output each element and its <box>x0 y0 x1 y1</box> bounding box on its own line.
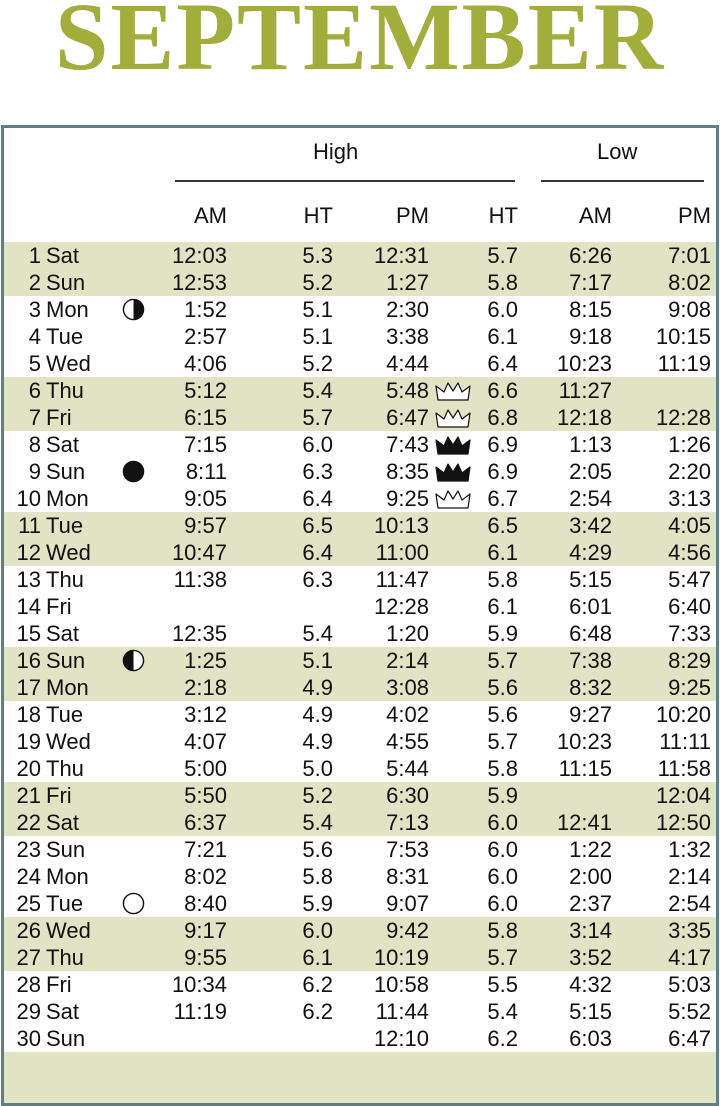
high-tide-pm-height: 6.7 <box>487 486 518 511</box>
high-tide-pm-time: 12:31 <box>373 243 429 268</box>
high-tide-am-time: 9:05 <box>184 486 227 511</box>
high-tide-am-height <box>254 1025 333 1052</box>
day-number: 5 <box>28 351 41 376</box>
high-tide-am-time: 9:17 <box>184 918 227 943</box>
day-of-week: Thu <box>46 945 84 970</box>
low-tide-am-time: 7:17 <box>569 270 612 295</box>
low-tide-am-time: 1:13 <box>569 432 612 457</box>
day-number: 7 <box>28 405 41 430</box>
high-tide-pm-time: 11:44 <box>375 999 429 1024</box>
low-tide-pm-time: 8:29 <box>668 648 711 673</box>
high-tide-pm-time: 11:47 <box>375 567 429 592</box>
high-tide-pm-time: 6:30 <box>386 783 429 808</box>
day-of-week: Sun <box>46 1026 86 1051</box>
low-tide-pm-time: 10:20 <box>655 702 711 727</box>
high-tide-am-height: 5.1 <box>302 648 333 673</box>
table-row <box>4 323 716 350</box>
high-tide-am-time: 9:57 <box>184 513 227 538</box>
high-tide-am-height: 4.9 <box>302 702 333 727</box>
day-number: 14 <box>16 594 41 619</box>
day-of-week: Sun <box>46 837 86 862</box>
day-number: 21 <box>16 783 41 808</box>
day-number: 28 <box>16 972 41 997</box>
high-tide-am-time: 10:34 <box>171 972 227 997</box>
low-tide-pm-time: 11:19 <box>657 351 711 376</box>
high-tide-pm-time: 9:25 <box>386 486 429 511</box>
table-row <box>4 593 716 620</box>
day-number: 10 <box>16 486 41 511</box>
table-row <box>4 890 716 917</box>
low-tide-am-time: 9:27 <box>569 702 612 727</box>
high-tide-pm-time: 10:58 <box>373 972 429 997</box>
day-of-week: Sun <box>46 270 86 295</box>
high-tide-am-time: 11:19 <box>173 999 227 1024</box>
low-tide-pm-time: 10:15 <box>655 324 711 349</box>
table-row <box>4 431 716 458</box>
high-tide-am-time: 6:15 <box>184 405 227 430</box>
high-tide-pm-height: 5.8 <box>487 756 518 781</box>
high-tide-pm-height: 6.1 <box>487 324 518 349</box>
high-tide-pm-time: 1:27 <box>386 270 429 295</box>
high-tide-pm-time: 7:53 <box>386 837 429 862</box>
high-tide-am-height: 5.6 <box>302 837 333 862</box>
day-number: 27 <box>16 945 41 970</box>
table-row <box>4 404 716 431</box>
high-tide-pm-time: 3:08 <box>386 675 429 700</box>
low-tide-pm-time: 4:05 <box>668 513 711 538</box>
low-tide-pm-time: 11:58 <box>657 756 711 781</box>
day-of-week: Fri <box>46 405 72 430</box>
tide-table <box>1 125 719 1106</box>
low-tide-am-time: 8:32 <box>569 675 612 700</box>
table-row <box>4 944 716 971</box>
high-tide-pm-time: 3:38 <box>386 324 429 349</box>
low-tide-pm-time: 12:28 <box>655 405 711 430</box>
day-number: 25 <box>16 891 41 916</box>
table-row <box>4 701 716 728</box>
high-tide-pm-height: 6.0 <box>487 810 518 835</box>
low-tide-am-time: 10:23 <box>556 351 612 376</box>
day-of-week: Mon <box>46 864 89 889</box>
high-tide-am-time: 8:40 <box>184 891 227 916</box>
high-tide-pm-time: 11:00 <box>375 540 429 565</box>
high-tide-pm-time: 6:47 <box>386 405 429 430</box>
day-of-week: Mon <box>46 297 89 322</box>
low-tide-am-time: 2:00 <box>569 864 612 889</box>
high-tide-am-height: 5.1 <box>302 297 333 322</box>
high-tide-pm-time: 4:02 <box>386 702 429 727</box>
day-number: 11 <box>18 513 41 538</box>
day-number: 12 <box>16 540 41 565</box>
high-tide-am-time: 12:53 <box>171 270 227 295</box>
high-tide-pm-time: 5:48 <box>386 378 429 403</box>
high-tide-pm-time: 10:13 <box>373 513 429 538</box>
low-tide-am-time: 6:03 <box>569 1026 612 1051</box>
high-tide-am-time: 4:07 <box>184 729 227 754</box>
day-number: 3 <box>28 297 41 322</box>
low-tide-am-time: 2:54 <box>569 486 612 511</box>
low-pm-column-header: PM <box>678 203 711 228</box>
high-tide-pm-height: 6.0 <box>487 891 518 916</box>
high-tide-am-height: 6.3 <box>302 459 333 484</box>
table-row <box>4 377 716 404</box>
table-footer-band <box>4 1052 716 1103</box>
day-number: 2 <box>28 270 41 295</box>
high-am-column-header: AM <box>194 203 227 228</box>
high-tide-pm-height: 5.9 <box>487 621 518 646</box>
low-tide-pm-time: 1:32 <box>668 837 711 862</box>
day-of-week: Wed <box>46 729 91 754</box>
low-tide-pm-time: 8:02 <box>668 270 711 295</box>
last-quarter-moon-icon <box>122 649 145 672</box>
high-tide-am-height: 4.9 <box>302 729 333 754</box>
low-tide-pm-time: 5:52 <box>668 999 711 1024</box>
day-of-week: Wed <box>46 351 91 376</box>
high-tide-pm-height: 5.6 <box>487 675 518 700</box>
day-number: 24 <box>16 864 41 889</box>
low-tide-am-time: 11:27 <box>558 378 612 403</box>
high-tide-am-time <box>124 1025 227 1052</box>
table-row <box>4 458 716 485</box>
high-tide-am-time: 1:52 <box>184 297 227 322</box>
day-of-week: Thu <box>46 756 84 781</box>
low-tide-pm-time: 3:13 <box>668 486 711 511</box>
day-number: 30 <box>16 1026 41 1051</box>
low-tide-am-time: 5:15 <box>569 999 612 1024</box>
table-row <box>4 755 716 782</box>
high-tide-am-time: 4:06 <box>184 351 227 376</box>
solid-crown-icon <box>433 461 473 483</box>
day-of-week: Thu <box>46 567 84 592</box>
day-number: 1 <box>28 243 41 268</box>
low-tide-pm-time: 12:04 <box>655 783 711 808</box>
low-tide-am-time <box>534 782 612 809</box>
high-tide-am-time: 8:11 <box>185 459 227 484</box>
high-tide-pm-height: 6.1 <box>487 594 518 619</box>
high-tide-am-height: 5.2 <box>302 783 333 808</box>
table-row <box>4 566 716 593</box>
low-am-column-header: AM <box>579 203 612 228</box>
day-number: 26 <box>16 918 41 943</box>
first-quarter-moon-icon <box>122 298 145 321</box>
day-of-week: Sat <box>46 243 80 268</box>
high-tide-am-height: 5.4 <box>302 378 333 403</box>
high-pm-column-header: PM <box>396 203 429 228</box>
high-am-height-column-header: HT <box>303 203 333 228</box>
high-tide-pm-height: 6.8 <box>487 405 518 430</box>
day-number: 23 <box>16 837 41 862</box>
low-tide-am-time: 3:42 <box>569 513 612 538</box>
table-row <box>4 782 716 809</box>
day-of-week: Fri <box>46 972 72 997</box>
low-tide-am-time: 4:29 <box>569 540 612 565</box>
high-tide-pm-height: 6.6 <box>487 378 518 403</box>
high-tide-pm-height: 6.1 <box>487 540 518 565</box>
low-tide-am-time: 5:15 <box>569 567 612 592</box>
table-row <box>4 269 716 296</box>
day-of-week: Fri <box>46 783 72 808</box>
page-title: SEPTEMBER <box>54 0 666 90</box>
high-tide-pm-time: 4:44 <box>386 351 429 376</box>
low-tide-am-time: 12:18 <box>556 405 612 430</box>
high-tide-am-height: 5.3 <box>302 243 333 268</box>
high-tide-pm-height: 6.0 <box>487 864 518 889</box>
high-tide-am-height: 6.4 <box>302 540 333 565</box>
high-tide-pm-time: 8:31 <box>386 864 429 889</box>
low-tide-pm-time: 2:14 <box>668 864 711 889</box>
high-tide-am-time <box>124 593 227 620</box>
low-tide-am-time: 3:52 <box>569 945 612 970</box>
low-tide-am-time: 9:18 <box>569 324 612 349</box>
day-number: 20 <box>16 756 41 781</box>
high-tide-am-height: 5.2 <box>302 270 333 295</box>
day-number: 6 <box>28 378 41 403</box>
day-number: 18 <box>16 702 41 727</box>
low-tide-pm-time: 2:20 <box>668 459 711 484</box>
high-tide-am-height <box>254 593 333 620</box>
day-of-week: Tue <box>46 324 84 349</box>
low-tide-am-time: 4:32 <box>569 972 612 997</box>
table-row <box>4 539 716 566</box>
day-number: 22 <box>16 810 41 835</box>
low-tide-am-time: 6:26 <box>569 243 612 268</box>
table-row <box>4 728 716 755</box>
low-tide-pm-time: 7:33 <box>668 621 711 646</box>
low-tide-am-time: 6:01 <box>569 594 612 619</box>
high-tide-am-height: 6.2 <box>302 999 333 1024</box>
day-number: 17 <box>16 675 41 700</box>
high-tide-am-height: 6.5 <box>302 513 333 538</box>
low-tide-pm-time: 5:03 <box>668 972 711 997</box>
table-row <box>4 998 716 1025</box>
day-number: 13 <box>16 567 41 592</box>
low-tide-am-time: 6:48 <box>569 621 612 646</box>
high-tide-pm-height: 6.5 <box>487 513 518 538</box>
high-tide-am-time: 8:02 <box>184 864 227 889</box>
low-tide-pm-time: 6:40 <box>668 594 711 619</box>
day-number: 15 <box>16 621 41 646</box>
low-tide-am-time: 1:22 <box>569 837 612 862</box>
high-tide-am-time: 10:47 <box>171 540 227 565</box>
high-group-rule <box>175 180 515 182</box>
high-tide-am-time: 3:12 <box>184 702 227 727</box>
table-row <box>4 1025 716 1052</box>
table-row <box>4 350 716 377</box>
low-tide-pm-time <box>624 377 711 404</box>
day-of-week: Sun <box>46 459 86 484</box>
high-tide-pm-height: 5.7 <box>487 945 518 970</box>
high-tide-am-time: 5:12 <box>184 378 227 403</box>
day-of-week: Mon <box>46 675 89 700</box>
high-tide-am-height: 5.9 <box>302 891 333 916</box>
high-group-header: High <box>313 139 359 164</box>
high-tide-am-height: 5.1 <box>302 324 333 349</box>
low-tide-pm-time: 11:11 <box>659 729 711 754</box>
high-tide-pm-height: 5.7 <box>487 729 518 754</box>
high-tide-pm-height: 6.2 <box>487 1026 518 1051</box>
outline-crown-icon <box>433 488 473 510</box>
high-tide-pm-time: 9:42 <box>386 918 429 943</box>
table-row <box>4 674 716 701</box>
high-tide-pm-time: 8:35 <box>386 459 429 484</box>
day-number: 29 <box>16 999 41 1024</box>
low-group-header: Low <box>597 139 638 164</box>
low-tide-pm-time: 1:26 <box>668 432 711 457</box>
low-tide-am-time: 7:38 <box>569 648 612 673</box>
table-row <box>4 242 716 269</box>
low-tide-pm-time: 9:08 <box>668 297 711 322</box>
high-tide-pm-height: 6.9 <box>487 432 518 457</box>
high-tide-am-time: 6:37 <box>184 810 227 835</box>
day-number: 19 <box>16 729 41 754</box>
high-tide-am-height: 6.1 <box>302 945 333 970</box>
low-tide-pm-time: 4:56 <box>668 540 711 565</box>
high-tide-pm-height: 5.7 <box>487 648 518 673</box>
table-row <box>4 971 716 998</box>
day-of-week: Tue <box>46 702 84 727</box>
day-number: 16 <box>16 648 41 673</box>
high-tide-am-height: 4.9 <box>302 675 333 700</box>
low-tide-pm-time: 5:47 <box>668 567 711 592</box>
high-tide-am-time: 9:55 <box>184 945 227 970</box>
high-tide-am-time: 7:21 <box>184 837 227 862</box>
high-pm-height-column-header: HT <box>488 203 518 228</box>
low-tide-am-time: 12:41 <box>556 810 612 835</box>
table-row <box>4 863 716 890</box>
high-tide-pm-height: 5.5 <box>487 972 518 997</box>
high-tide-pm-time: 1:20 <box>386 621 429 646</box>
low-tide-pm-time: 2:54 <box>668 891 711 916</box>
high-tide-am-height: 6.4 <box>302 486 333 511</box>
low-tide-am-time: 8:15 <box>569 297 612 322</box>
high-tide-am-time: 12:03 <box>171 243 227 268</box>
table-row <box>4 485 716 512</box>
high-tide-pm-time: 2:14 <box>386 648 429 673</box>
table-row <box>4 296 716 323</box>
day-of-week: Sat <box>46 621 80 646</box>
high-tide-am-height: 5.4 <box>302 810 333 835</box>
outline-crown-icon <box>433 407 473 429</box>
low-group-rule <box>541 180 704 182</box>
high-tide-am-height: 6.0 <box>302 432 333 457</box>
full-moon-icon <box>122 892 145 915</box>
high-tide-pm-height: 6.4 <box>487 351 518 376</box>
day-of-week: Tue <box>46 891 84 916</box>
day-number: 9 <box>28 459 41 484</box>
day-of-week: Wed <box>46 540 91 565</box>
high-tide-pm-time: 4:55 <box>386 729 429 754</box>
low-tide-pm-time: 4:17 <box>668 945 711 970</box>
low-tide-pm-time: 6:47 <box>668 1026 711 1051</box>
high-tide-am-height: 5.8 <box>302 864 333 889</box>
day-of-week: Thu <box>46 378 84 403</box>
high-tide-am-time: 2:57 <box>184 324 227 349</box>
table-row <box>4 917 716 944</box>
high-tide-pm-height: 6.0 <box>487 837 518 862</box>
table-row <box>4 620 716 647</box>
day-number: 8 <box>28 432 41 457</box>
high-tide-am-time: 5:00 <box>184 756 227 781</box>
high-tide-pm-time: 12:28 <box>373 594 429 619</box>
high-tide-pm-height: 6.0 <box>487 297 518 322</box>
new-moon-icon <box>122 460 145 483</box>
low-tide-am-time: 3:14 <box>569 918 612 943</box>
high-tide-am-time: 11:38 <box>173 567 227 592</box>
high-tide-pm-height: 5.9 <box>487 783 518 808</box>
low-tide-pm-time: 9:25 <box>668 675 711 700</box>
low-tide-pm-time: 3:35 <box>668 918 711 943</box>
table-row <box>4 647 716 674</box>
high-tide-pm-height: 5.7 <box>487 243 518 268</box>
high-tide-pm-time: 12:10 <box>373 1026 429 1051</box>
low-tide-am-time: 2:37 <box>569 891 612 916</box>
day-of-week: Sat <box>46 810 80 835</box>
outline-crown-icon <box>433 380 473 402</box>
day-of-week: Sat <box>46 999 80 1024</box>
high-tide-am-height: 6.0 <box>302 918 333 943</box>
day-of-week: Sun <box>46 648 86 673</box>
high-tide-pm-time: 7:43 <box>386 432 429 457</box>
high-tide-pm-time: 7:13 <box>386 810 429 835</box>
high-tide-pm-time: 5:44 <box>386 756 429 781</box>
day-of-week: Fri <box>46 594 72 619</box>
high-tide-am-height: 5.0 <box>302 756 333 781</box>
high-tide-pm-time: 10:19 <box>373 945 429 970</box>
table-row <box>4 836 716 863</box>
high-tide-am-height: 6.2 <box>302 972 333 997</box>
low-tide-pm-time: 12:50 <box>655 810 711 835</box>
high-tide-am-time: 12:35 <box>171 621 227 646</box>
high-tide-pm-height: 6.9 <box>487 459 518 484</box>
low-tide-am-time: 2:05 <box>569 459 612 484</box>
day-of-week: Tue <box>46 513 84 538</box>
high-tide-pm-height: 5.8 <box>487 270 518 295</box>
high-tide-am-time: 7:15 <box>184 432 227 457</box>
high-tide-am-height: 5.7 <box>302 405 333 430</box>
high-tide-am-height: 5.2 <box>302 351 333 376</box>
high-tide-am-time: 5:50 <box>184 783 227 808</box>
high-tide-pm-height: 5.4 <box>487 999 518 1024</box>
high-tide-pm-time: 2:30 <box>386 297 429 322</box>
low-tide-am-time: 10:23 <box>556 729 612 754</box>
day-number: 4 <box>28 324 41 349</box>
day-of-week: Sat <box>46 432 80 457</box>
low-tide-pm-time: 7:01 <box>668 243 711 268</box>
day-of-week: Wed <box>46 918 91 943</box>
table-row <box>4 512 716 539</box>
solid-crown-icon <box>433 434 473 456</box>
day-of-week: Mon <box>46 486 89 511</box>
high-tide-pm-time: 9:07 <box>386 891 429 916</box>
high-tide-am-time: 1:25 <box>184 648 227 673</box>
high-tide-pm-height: 5.8 <box>487 567 518 592</box>
high-tide-pm-height: 5.6 <box>487 702 518 727</box>
low-tide-am-time: 11:15 <box>558 756 612 781</box>
high-tide-pm-height: 5.8 <box>487 918 518 943</box>
high-tide-am-height: 5.4 <box>302 621 333 646</box>
high-tide-am-height: 6.3 <box>302 567 333 592</box>
high-tide-am-time: 2:18 <box>184 675 227 700</box>
table-row <box>4 809 716 836</box>
